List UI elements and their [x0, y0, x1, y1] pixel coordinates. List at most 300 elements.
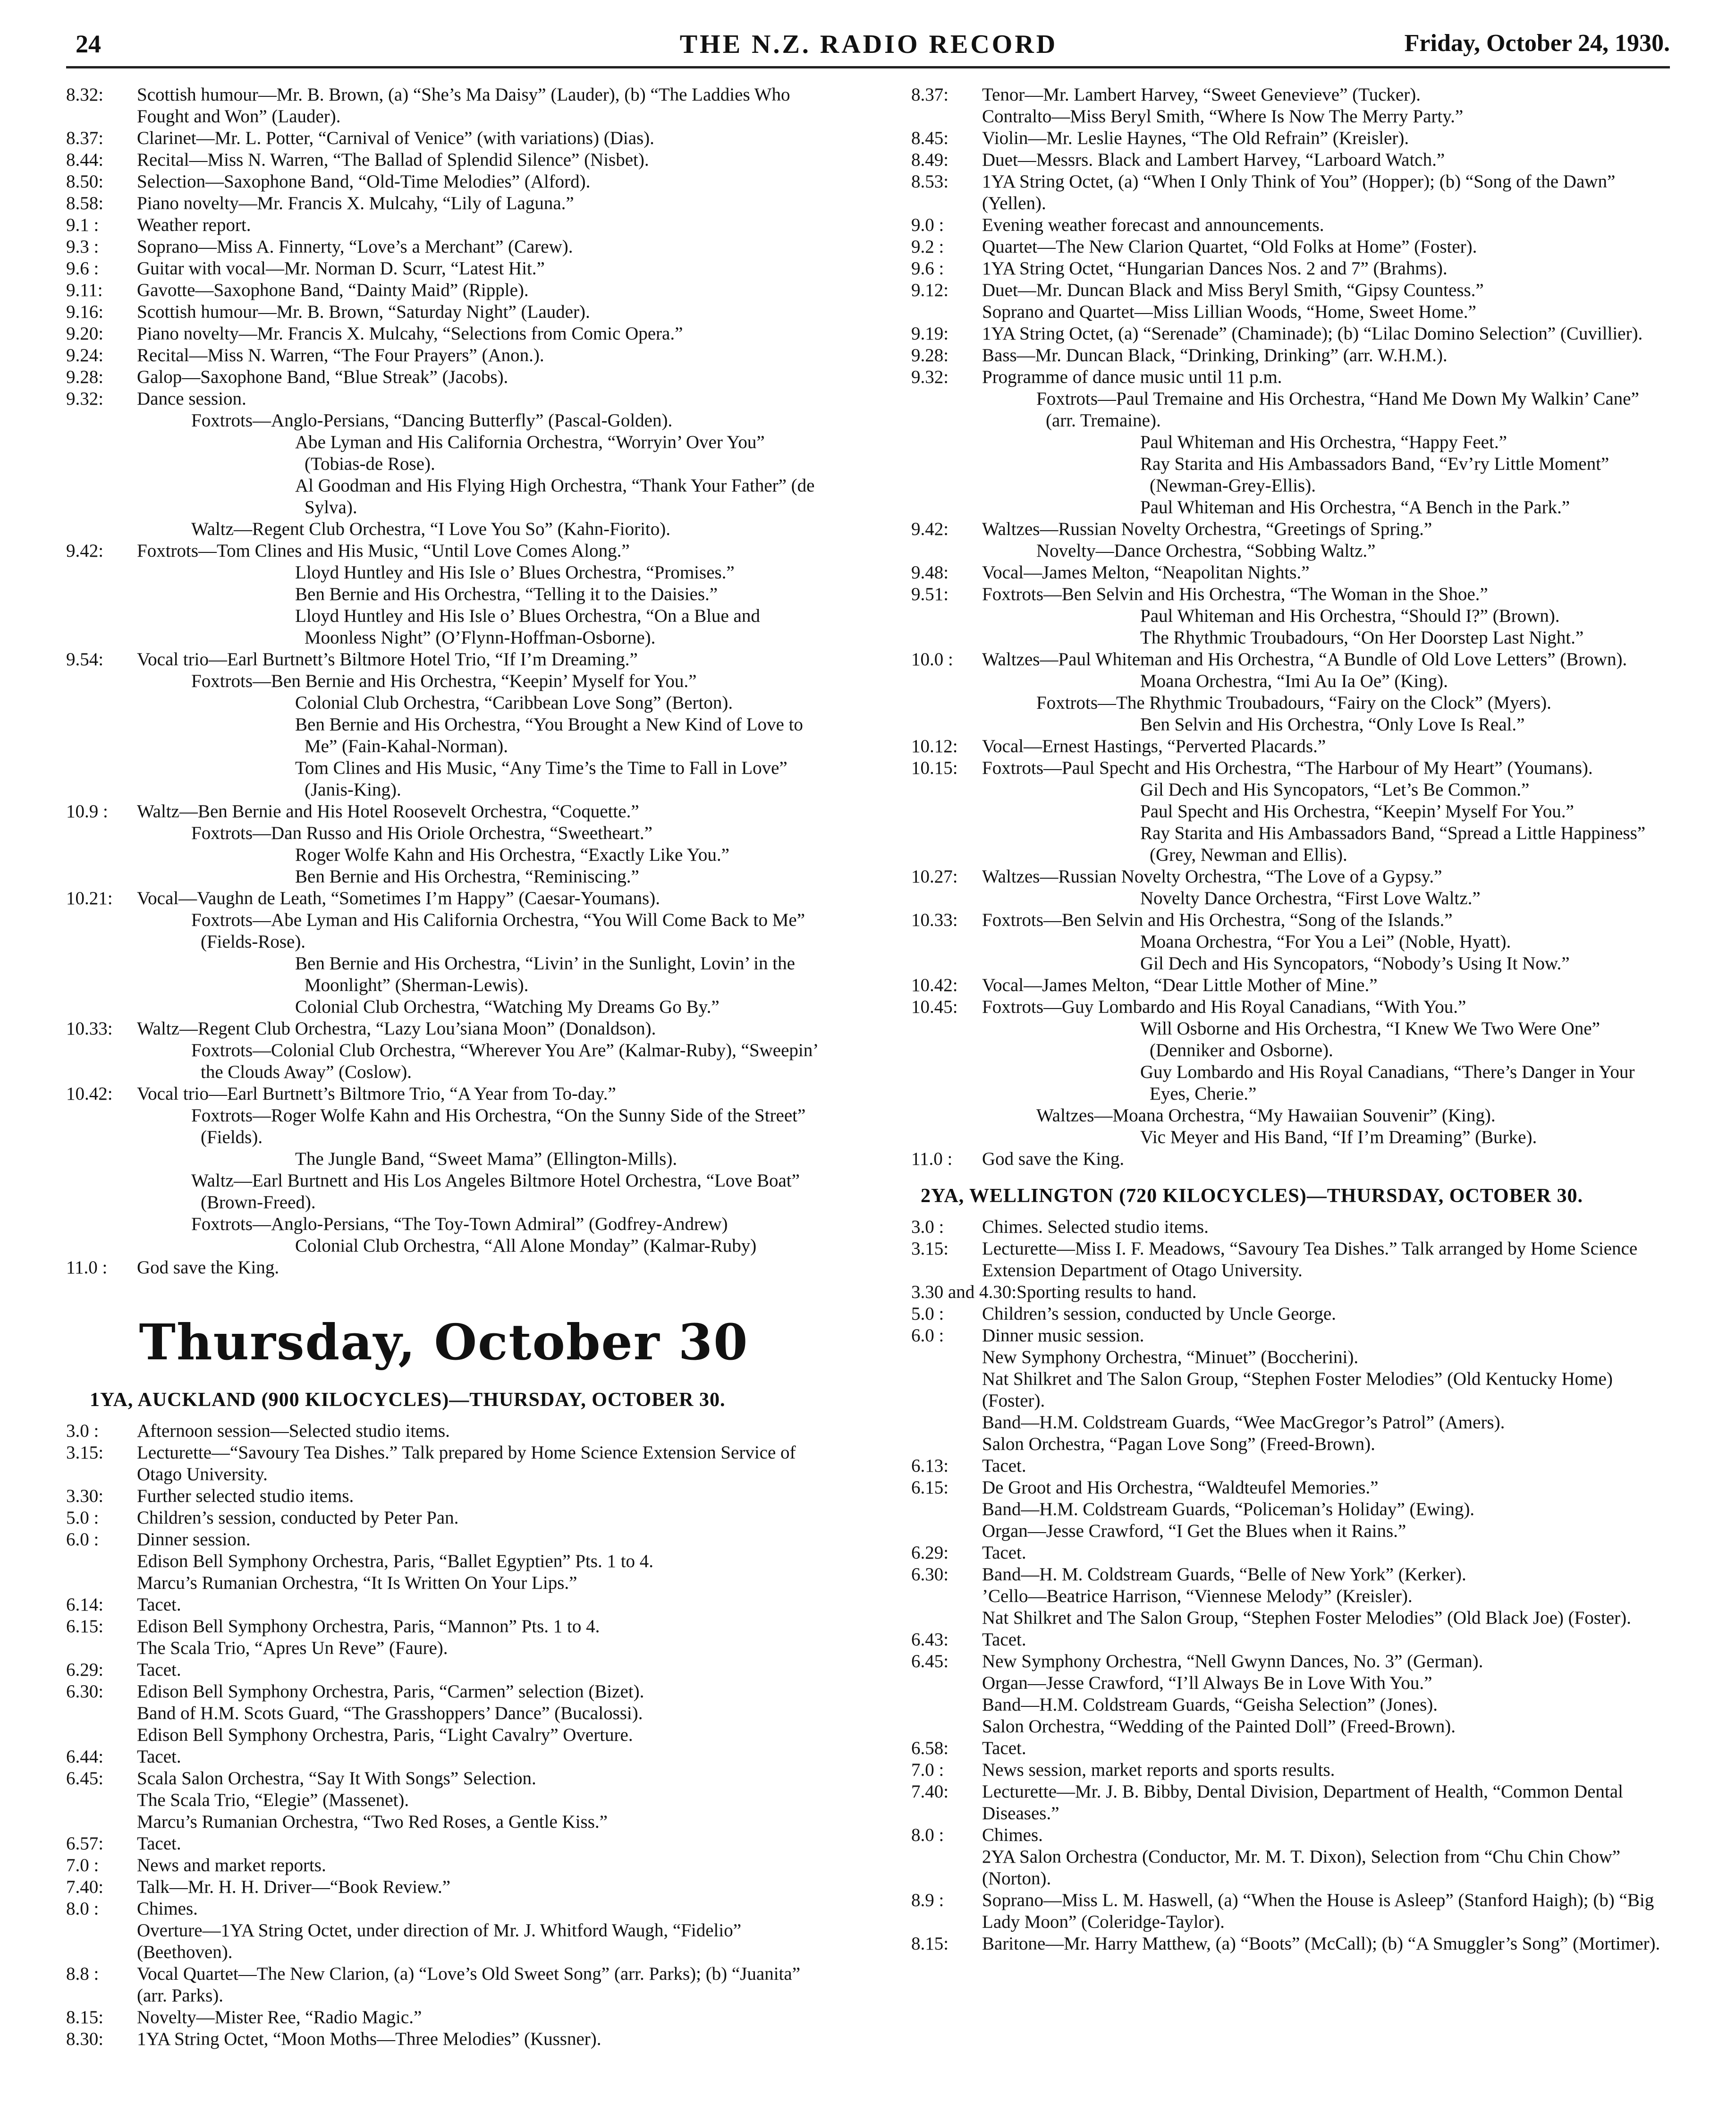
- programme-entry: [911, 1499, 1671, 1520]
- programme-entry: [66, 1703, 821, 1724]
- programme-entry: [911, 323, 1671, 345]
- entry-text: Chimes. Selected studio items.: [982, 1217, 1209, 1237]
- programme-entry: [911, 822, 1671, 866]
- programme-entry: [66, 518, 821, 540]
- programme-entry: [911, 84, 1671, 106]
- programme-entry: [911, 584, 1671, 605]
- entry-time: [66, 1724, 137, 1746]
- entry-time: [66, 822, 137, 844]
- entry-text: Organ—Jesse Crawford, “I Get the Blues when it Rains.”: [982, 1521, 1406, 1541]
- entry-text: Waltz—Regent Club Orchestra, “I Love You So” (Kahn-Fiorito).: [191, 519, 670, 539]
- programme-entry: [66, 323, 821, 345]
- entry-time: 10.9 :: [66, 801, 108, 822]
- programme-entry: [911, 1281, 1671, 1303]
- entry-time: [66, 410, 137, 432]
- entry-time: [911, 801, 982, 822]
- programme-entry: [911, 670, 1671, 692]
- issue-date: Friday, October 24, 1930.: [1404, 30, 1670, 57]
- entry-text: Tacet.: [982, 1629, 1026, 1650]
- entry-text: Ben Bernie and His Orchestra, “Telling it to the Daisies.”: [295, 584, 718, 604]
- entry-time: [66, 757, 137, 801]
- entry-text: Foxtrots—Tom Clines and His Music, “Until Love Comes Along.”: [137, 541, 630, 561]
- programme-entry: [911, 909, 1671, 931]
- programme-entry: [66, 1235, 821, 1257]
- entry-text: Selection—Saxophone Band, “Old-Time Melodies” (Alford).: [137, 171, 591, 192]
- entry-time: [911, 1018, 982, 1061]
- programme-entry: [911, 1607, 1671, 1629]
- entry-text: Will Osborne and His Orchestra, “I Knew We Two Were One” (Denniker and Osborne).: [1140, 1018, 1600, 1060]
- entry-time: [66, 996, 137, 1018]
- entry-text: Ben Bernie and His Orchestra, “Livin’ in the Sunlight, Lovin’ in the Moonlight” (Sherman-Lewis).: [295, 953, 795, 995]
- entry-text: Nat Shilkret and The Salon Group, “Stephen Foster Melodies” (Old Kentucky Home) (Foster).: [982, 1369, 1613, 1411]
- entry-text: Ray Starita and His Ambassadors Band, “Ev’ry Little Moment” (Newman-Grey-Ellis).: [1140, 454, 1609, 496]
- entry-time: 9.42:: [66, 541, 104, 561]
- entry-time: 10.12:: [911, 736, 958, 756]
- entry-time: [66, 714, 137, 757]
- entry-time: [911, 388, 982, 432]
- entry-time: [66, 1105, 137, 1148]
- programme-entry: [66, 1724, 821, 1746]
- entry-time: 8.37:: [66, 128, 104, 148]
- entry-text: Ben Bernie and His Orchestra, “You Brought a New Kind of Love to Me” (Fain-Kahal-Norman).: [295, 714, 803, 756]
- entry-time: [911, 1520, 982, 1542]
- programme-entry: [66, 432, 821, 475]
- entry-time: [911, 1672, 982, 1694]
- entry-time: 6.45:: [66, 1768, 104, 1789]
- entry-text: Novelty—Dance Orchestra, “Sobbing Waltz.”: [1036, 541, 1376, 561]
- entry-text: Recital—Miss N. Warren, “The Four Prayers” (Anon.).: [137, 345, 544, 365]
- programme-entry: [911, 1564, 1671, 1585]
- entry-time: 3.15:: [911, 1238, 949, 1259]
- entry-text: Edison Bell Symphony Orchestra, Paris, “Ballet Egyptien” Pts. 1 to 4.: [137, 1551, 654, 1571]
- entry-text: Paul Whiteman and His Orchestra, “Should I?” (Brown).: [1140, 606, 1560, 626]
- programme-entry: [66, 1616, 821, 1637]
- programme-entry: [911, 127, 1671, 149]
- masthead-title: THE N.Z. RADIO RECORD: [679, 30, 1058, 59]
- entry-time: [911, 540, 982, 562]
- programme-entry: [66, 1551, 821, 1572]
- entry-text: Piano novelty—Mr. Francis X. Mulcahy, “Selections from Comic Opera.”: [137, 323, 683, 344]
- programme-entry: [66, 1507, 821, 1529]
- entry-time: 6.30:: [911, 1564, 949, 1585]
- entry-text: Lloyd Huntley and His Isle o’ Blues Orchestra, “Promises.”: [295, 562, 735, 583]
- entry-text: Talk—Mr. H. H. Driver—“Book Review.”: [137, 1877, 451, 1897]
- entry-time: 5.0 :: [911, 1304, 944, 1324]
- entry-text: Foxtrots—Paul Tremaine and His Orchestra, “Hand Me Down My Walkin’ Cane” (arr. Tremaine).: [1036, 389, 1639, 431]
- entry-time: 8.0 :: [911, 1825, 944, 1845]
- entry-text: Weather report.: [137, 215, 251, 235]
- entry-time: [66, 605, 137, 649]
- entry-text: 1YA String Octet, (a) “Serenade” (Chaminade); (b) “Lilac Domino Selection” (Cuvillier).: [982, 323, 1643, 344]
- entry-text: God save the King.: [982, 1149, 1125, 1169]
- entry-time: 5.0 :: [66, 1508, 99, 1528]
- programme-entry: [911, 1018, 1671, 1061]
- entry-time: 3.15:: [66, 1442, 104, 1463]
- programme-entry: [911, 931, 1671, 953]
- entry-text: Colonial Club Orchestra, “Watching My Dreams Go By.”: [295, 997, 720, 1017]
- programme-entry: [911, 301, 1671, 323]
- entry-text: Guy Lombardo and His Royal Canadians, “There’s Danger in Your Eyes, Cherie.”: [1140, 1062, 1635, 1104]
- entry-text: Recital—Miss N. Warren, “The Ballad of Splendid Silence” (Nisbet).: [137, 150, 649, 170]
- programme-entry: [66, 714, 821, 757]
- programme-entry: [911, 1105, 1671, 1127]
- programme-entry: [911, 562, 1671, 584]
- programme-entry: [911, 1694, 1671, 1716]
- programme-entry: [66, 1768, 821, 1789]
- entry-time: 9.12:: [911, 280, 949, 300]
- programme-entry: [66, 1040, 821, 1083]
- entry-time: [66, 584, 137, 605]
- programme-entry: [911, 953, 1671, 975]
- entry-text: Moana Orchestra, “For You a Lei” (Noble, Hyatt).: [1140, 932, 1511, 952]
- entry-text: Waltzes—Moana Orchestra, “My Hawaiian Souvenir” (King).: [1036, 1105, 1496, 1126]
- entry-text: Dinner music session.: [982, 1325, 1144, 1346]
- programme-entry: [66, 84, 821, 127]
- programme-entry: [66, 1898, 821, 1920]
- entry-time: 9.16:: [66, 302, 104, 322]
- entry-time: [66, 518, 137, 540]
- entry-text: Lecturette—“Savoury Tea Dishes.” Talk prepared by Home Science Extension Service of Otago University.: [137, 1442, 796, 1484]
- entry-text: Roger Wolfe Kahn and His Orchestra, “Exactly Like You.”: [295, 845, 729, 865]
- programme-entry: [911, 627, 1671, 649]
- entry-text: Soprano and Quartet—Miss Lillian Woods, “Home, Sweet Home.”: [982, 302, 1476, 322]
- entry-time: [911, 106, 982, 127]
- programme-entry: [911, 1061, 1671, 1105]
- entry-text: 1YA String Octet, (a) “When I Only Think of You” (Hopper); (b) “Song of the Dawn” (Yellen).: [982, 171, 1616, 213]
- entry-time: 8.49:: [911, 150, 949, 170]
- entry-time: 9.42:: [911, 519, 949, 539]
- entry-time: [911, 1607, 982, 1629]
- entry-time: [911, 1347, 982, 1368]
- entry-text: Ben Selvin and His Orchestra, “Only Love Is Real.”: [1140, 714, 1525, 735]
- page-number: 24: [76, 30, 101, 58]
- programme-entry: [66, 410, 821, 432]
- programme-entry: [66, 1659, 821, 1681]
- entry-time: 6.29:: [911, 1543, 949, 1563]
- programme-entry: [911, 1846, 1671, 1890]
- entry-text: Salon Orchestra, “Wedding of the Painted Doll” (Freed-Brown).: [982, 1716, 1456, 1737]
- entry-time: [911, 1368, 982, 1412]
- entry-text: Band of H.M. Scots Guard, “The Grasshoppers’ Dance” (Bucalossi).: [137, 1703, 643, 1723]
- programme-entry: [66, 1442, 821, 1485]
- programme-entry: [911, 1303, 1671, 1325]
- programme-entry: [911, 714, 1671, 736]
- thursday-heading: Thursday, October 30: [139, 1313, 749, 1371]
- programme-entry: [66, 388, 821, 410]
- entry-text: Programme of dance music until 11 p.m.: [982, 367, 1282, 387]
- programme-entry: [66, 1637, 821, 1659]
- entry-text: Waltzes—Russian Novelty Orchestra, “Greetings of Spring.”: [982, 519, 1432, 539]
- entry-time: [66, 844, 137, 866]
- programme-entry: [66, 1485, 821, 1507]
- entry-time: 8.0 :: [66, 1899, 99, 1919]
- entry-time: [911, 888, 982, 909]
- entry-time: 10.42:: [66, 1084, 113, 1104]
- entry-text: Chimes.: [137, 1899, 198, 1919]
- entry-time: 8.15:: [911, 1933, 949, 1954]
- entry-text: Waltzes—Russian Novelty Orchestra, “The Love of a Gypsy.”: [982, 866, 1442, 887]
- programme-entry: [911, 1824, 1671, 1846]
- entry-text: Tacet.: [137, 1833, 181, 1854]
- entry-text: Novelty—Mister Ree, “Radio Magic.”: [137, 2007, 422, 2027]
- entry-time: 8.44:: [66, 150, 104, 170]
- entry-text: Chimes.: [982, 1825, 1043, 1845]
- entry-time: 8.50:: [66, 171, 104, 192]
- entry-text: Tacet.: [982, 1738, 1026, 1758]
- entry-time: 10.21:: [66, 888, 113, 908]
- programme-entry: [66, 757, 821, 801]
- entry-text: Soprano—Miss L. M. Haswell, (a) “When the House is Asleep” (Stanford Haigh); (b) “Big Lady Moon” (Coleridge-Taylor).: [982, 1890, 1654, 1932]
- programme-entry: [66, 1420, 821, 1442]
- entry-time: [911, 692, 982, 714]
- entry-text: Waltz—Earl Burtnett and His Los Angeles Biltmore Hotel Orchestra, “Love Boat” (Brown-Freed).: [191, 1170, 800, 1212]
- entry-time: 9.6 :: [911, 258, 944, 279]
- entry-text: Novelty Dance Orchestra, “First Love Waltz.”: [1140, 888, 1481, 908]
- entry-text: New Symphony Orchestra, “Nell Gwynn Dances, No. 3” (German).: [982, 1651, 1483, 1671]
- entry-time: 8.45:: [911, 128, 949, 148]
- entry-time: [66, 1703, 137, 1724]
- entry-time: [66, 475, 137, 518]
- entry-text: Afternoon session—Selected studio items.: [137, 1421, 450, 1441]
- entry-time: 3.0 :: [911, 1217, 944, 1237]
- entry-text: Tacet.: [982, 1456, 1026, 1476]
- programme-entry: [66, 1148, 821, 1170]
- programme-entry: [911, 1433, 1671, 1455]
- entry-text: Waltz—Regent Club Orchestra, “Lazy Lou’siana Moon” (Donaldson).: [137, 1018, 656, 1039]
- entry-text: Waltz—Ben Bernie and His Hotel Roosevelt Orchestra, “Coquette.”: [137, 801, 639, 822]
- entry-time: 9.28:: [66, 367, 104, 387]
- entry-text: Tacet.: [137, 1660, 181, 1680]
- entry-time: [66, 1920, 137, 1963]
- entry-text: Al Goodman and His Flying High Orchestra, “Thank Your Father” (de Sylva).: [295, 475, 815, 517]
- programme-entry: [911, 236, 1671, 258]
- entry-text: Vocal—Ernest Hastings, “Perverted Placards.”: [982, 736, 1326, 756]
- programme-entry: [66, 475, 821, 518]
- programme-entry: [66, 866, 821, 888]
- entry-time: [911, 931, 982, 953]
- entry-time: [66, 432, 137, 475]
- programme-entry: [66, 1789, 821, 1811]
- entry-text: Foxtrots—Anglo-Persians, “Dancing Butterfly” (Pascal-Golden).: [191, 410, 673, 431]
- programme-entry: [66, 801, 821, 822]
- entry-text: Tacet.: [982, 1543, 1026, 1563]
- entry-text: Contralto—Miss Beryl Smith, “Where Is Now The Merry Party.”: [982, 106, 1464, 127]
- programme-entry: [66, 1018, 821, 1040]
- entry-time: [911, 627, 982, 649]
- programme-entry: [66, 1681, 821, 1703]
- entry-time: 6.43:: [911, 1629, 949, 1650]
- entry-text: Foxtrots—Ben Bernie and His Orchestra, “Keepin’ Myself for You.”: [191, 671, 697, 691]
- entry-time: 9.0 :: [911, 215, 944, 235]
- programme-entry: [66, 214, 821, 236]
- programme-entry: [66, 2007, 821, 2028]
- programme-entry: [66, 1594, 821, 1616]
- entry-time: [911, 453, 982, 497]
- entry-time: [911, 1412, 982, 1433]
- entry-time: 7.40:: [911, 1781, 949, 1802]
- entry-text: 1YA String Octet, “Moon Moths—Three Melodies” (Kussner).: [137, 2029, 601, 2049]
- entry-time: [911, 1127, 982, 1148]
- entry-time: 9.32:: [66, 389, 104, 409]
- entry-time: 9.51:: [911, 584, 949, 604]
- entry-time: 11.0 :: [911, 1149, 953, 1169]
- header-rule: [66, 66, 1670, 68]
- entry-text: Foxtrots—Guy Lombardo and His Royal Canadians, “With You.”: [982, 997, 1466, 1017]
- entry-time: 6.15:: [911, 1477, 949, 1498]
- programme-entry: [911, 1368, 1671, 1412]
- programme-entry: [911, 518, 1671, 540]
- programme-entry: [66, 562, 821, 584]
- programme-entry: [911, 1412, 1671, 1433]
- entry-time: 3.30 and 4.30:: [911, 1282, 1017, 1302]
- programme-entry: [66, 193, 821, 214]
- entry-time: [911, 1433, 982, 1455]
- entry-time: 9.20:: [66, 323, 104, 344]
- entry-text: Clarinet—Mr. L. Potter, “Carnival of Venice” (with variations) (Dias).: [137, 128, 654, 148]
- entry-time: [911, 605, 982, 627]
- programme-entry: [66, 1105, 821, 1148]
- entry-text: Sporting results to hand.: [1016, 1282, 1197, 1302]
- programme-entry: [911, 975, 1671, 996]
- programme-entry: [911, 1629, 1671, 1651]
- entry-text: Quartet—The New Clarion Quartet, “Old Folks at Home” (Foster).: [982, 237, 1477, 257]
- entry-time: 7.40:: [66, 1877, 104, 1897]
- programme-entry: [66, 888, 821, 909]
- entry-text: Tacet.: [137, 1594, 181, 1615]
- entry-time: 9.6 :: [66, 258, 99, 279]
- entry-text: Organ—Jesse Crawford, “I’ll Always Be in Love With You.”: [982, 1673, 1432, 1693]
- programme-entry: [911, 605, 1671, 627]
- entry-time: 6.14:: [66, 1594, 104, 1615]
- entry-time: [66, 866, 137, 888]
- entry-text: Foxtrots—Dan Russo and His Oriole Orchestra, “Sweetheart.”: [191, 823, 652, 843]
- entry-time: [911, 1061, 982, 1105]
- entry-time: [66, 909, 137, 953]
- entry-time: 6.15:: [66, 1616, 104, 1636]
- entry-text: Marcu’s Rumanian Orchestra, “Two Red Roses, a Gentle Kiss.”: [137, 1812, 608, 1832]
- programme-entry: [911, 1216, 1671, 1238]
- wednesday-programme-right: [911, 84, 1671, 1170]
- entry-time: 9.19:: [911, 323, 949, 344]
- programme-entry: [911, 106, 1671, 127]
- entry-time: 8.58:: [66, 193, 104, 213]
- entry-text: Waltzes—Paul Whiteman and His Orchestra, “A Bundle of Old Love Letters” (Brown).: [982, 649, 1627, 670]
- programme-entry: [911, 1325, 1671, 1347]
- entry-time: 10.0 :: [911, 649, 953, 670]
- entry-text: Soprano—Miss A. Finnerty, “Love’s a Merchant” (Carew).: [137, 237, 573, 257]
- programme-entry: [911, 453, 1671, 497]
- entry-time: [66, 562, 137, 584]
- entry-text: New Symphony Orchestra, “Minuet” (Boccherini).: [982, 1347, 1359, 1367]
- entry-text: Edison Bell Symphony Orchestra, Paris, “Carmen” selection (Bizet).: [137, 1681, 644, 1702]
- entry-time: 7.0 :: [66, 1855, 99, 1875]
- entry-time: 9.3 :: [66, 237, 99, 257]
- entry-text: Band—H. M. Coldstream Guards, “Belle of New York” (Kerker).: [982, 1564, 1466, 1585]
- entry-time: 10.27:: [911, 866, 958, 887]
- programme-entry: [66, 149, 821, 171]
- entry-time: 9.1 :: [66, 215, 99, 235]
- entry-text: Lecturette—Miss I. F. Meadows, “Savoury Tea Dishes.” Talk arranged by Home Science Extension Department of Otago University.: [982, 1238, 1638, 1280]
- programme-entry: [911, 1651, 1671, 1672]
- entry-time: 6.44:: [66, 1746, 104, 1767]
- entry-text: Paul Whiteman and His Orchestra, “Happy Feet.”: [1140, 432, 1507, 452]
- entry-text: Paul Specht and His Orchestra, “Keepin’ Myself For You.”: [1140, 801, 1574, 822]
- programme-entry: [66, 171, 821, 193]
- entry-text: Children’s session, conducted by Uncle George.: [982, 1304, 1336, 1324]
- entry-time: 8.53:: [911, 171, 949, 192]
- programme-entry: [66, 1963, 821, 2007]
- programme-entry: [66, 844, 821, 866]
- programme-entry: [66, 822, 821, 844]
- entry-text: De Groot and His Orchestra, “Waldteufel Memories.”: [982, 1477, 1379, 1498]
- entry-text: The Scala Trio, “Elegie” (Massenet).: [137, 1790, 409, 1810]
- entry-text: Band—H.M. Coldstream Guards, “Policeman’s Holiday” (Ewing).: [982, 1499, 1475, 1519]
- entry-text: 2YA Salon Orchestra (Conductor, Mr. M. T. Dixon), Selection from “Chu Chin Chow” (Norton).: [982, 1847, 1621, 1889]
- programme-entry: [66, 1811, 821, 1833]
- entry-text: Foxtrots—Colonial Club Orchestra, “Wherever You Are” (Kalmar-Ruby), “Sweepin’ the Clouds Away” (Coslow).: [191, 1040, 818, 1082]
- entry-time: 8.37:: [911, 85, 949, 105]
- programme-entry: [66, 236, 821, 258]
- entry-text: Marcu’s Rumanian Orchestra, “It Is Written On Your Lips.”: [137, 1573, 577, 1593]
- programme-entry: [911, 1933, 1671, 1955]
- entry-time: [911, 953, 982, 975]
- entry-text: Further selected studio items.: [137, 1486, 354, 1506]
- entry-text: Bass—Mr. Duncan Black, “Drinking, Drinking” (arr. W.H.M.).: [982, 345, 1448, 365]
- programme-entry: [911, 996, 1671, 1018]
- programme-entry: [66, 584, 821, 605]
- entry-text: Foxtrots—Ben Selvin and His Orchestra, “Song of the Islands.”: [982, 910, 1453, 930]
- entry-text: Children’s session, conducted by Peter Pan.: [137, 1508, 459, 1528]
- programme-entry: [911, 258, 1671, 280]
- entry-text: Paul Whiteman and His Orchestra, “A Bench in the Park.”: [1140, 497, 1570, 517]
- entry-time: 7.0 :: [911, 1760, 944, 1780]
- programme-entry: [911, 1781, 1671, 1824]
- entry-text: Salon Orchestra, “Pagan Love Song” (Freed-Brown).: [982, 1434, 1375, 1454]
- entry-text: Vocal—Vaughn de Leath, “Sometimes I’m Happy” (Caesar-Youmans).: [137, 888, 660, 908]
- programme-entry: [66, 258, 821, 280]
- entry-time: 3.30:: [66, 1486, 104, 1506]
- entry-text: Scottish humour—Mr. B. Brown, “Saturday Night” (Lauder).: [137, 302, 590, 322]
- programme-entry: [66, 1920, 821, 1963]
- entry-time: 10.33:: [911, 910, 958, 930]
- programme-entry: [911, 801, 1671, 822]
- entry-time: 9.48:: [911, 562, 949, 583]
- programme-entry: [66, 345, 821, 366]
- entry-time: [66, 1551, 137, 1572]
- entry-time: [66, 692, 137, 714]
- entry-time: 6.58:: [911, 1738, 949, 1758]
- entry-time: [911, 1716, 982, 1738]
- station-heading-2ya: 2YA, WELLINGTON (720 KILOCYCLES)—THURSDAY, OCTOBER 30.: [921, 1185, 1584, 1207]
- entry-text: Lloyd Huntley and His Isle o’ Blues Orchestra, “On a Blue and Moonless Night” (O’Flynn-Hoffman-Osborne).: [295, 606, 760, 648]
- entry-time: [66, 1148, 137, 1170]
- entry-time: [66, 1235, 137, 1257]
- entry-text: Gil Dech and His Syncopators, “Nobody’s Using It Now.”: [1140, 953, 1570, 974]
- entry-time: [66, 1040, 137, 1083]
- entry-time: [66, 1789, 137, 1811]
- entry-text: Galop—Saxophone Band, “Blue Streak” (Jacobs).: [137, 367, 508, 387]
- right-column: [911, 84, 1671, 1955]
- programme-entry: [911, 1585, 1671, 1607]
- programme-entry: [66, 1213, 821, 1235]
- entry-time: 6.57:: [66, 1833, 104, 1854]
- entry-text: Gavotte—Saxophone Band, “Dainty Maid” (Ripple).: [137, 280, 529, 300]
- programme-entry: [911, 757, 1671, 779]
- entry-time: [66, 1811, 137, 1833]
- programme-entry: [911, 345, 1671, 366]
- entry-text: Vic Meyer and His Band, “If I’m Dreaming” (Burke).: [1140, 1127, 1537, 1147]
- programme-entry: [66, 301, 821, 323]
